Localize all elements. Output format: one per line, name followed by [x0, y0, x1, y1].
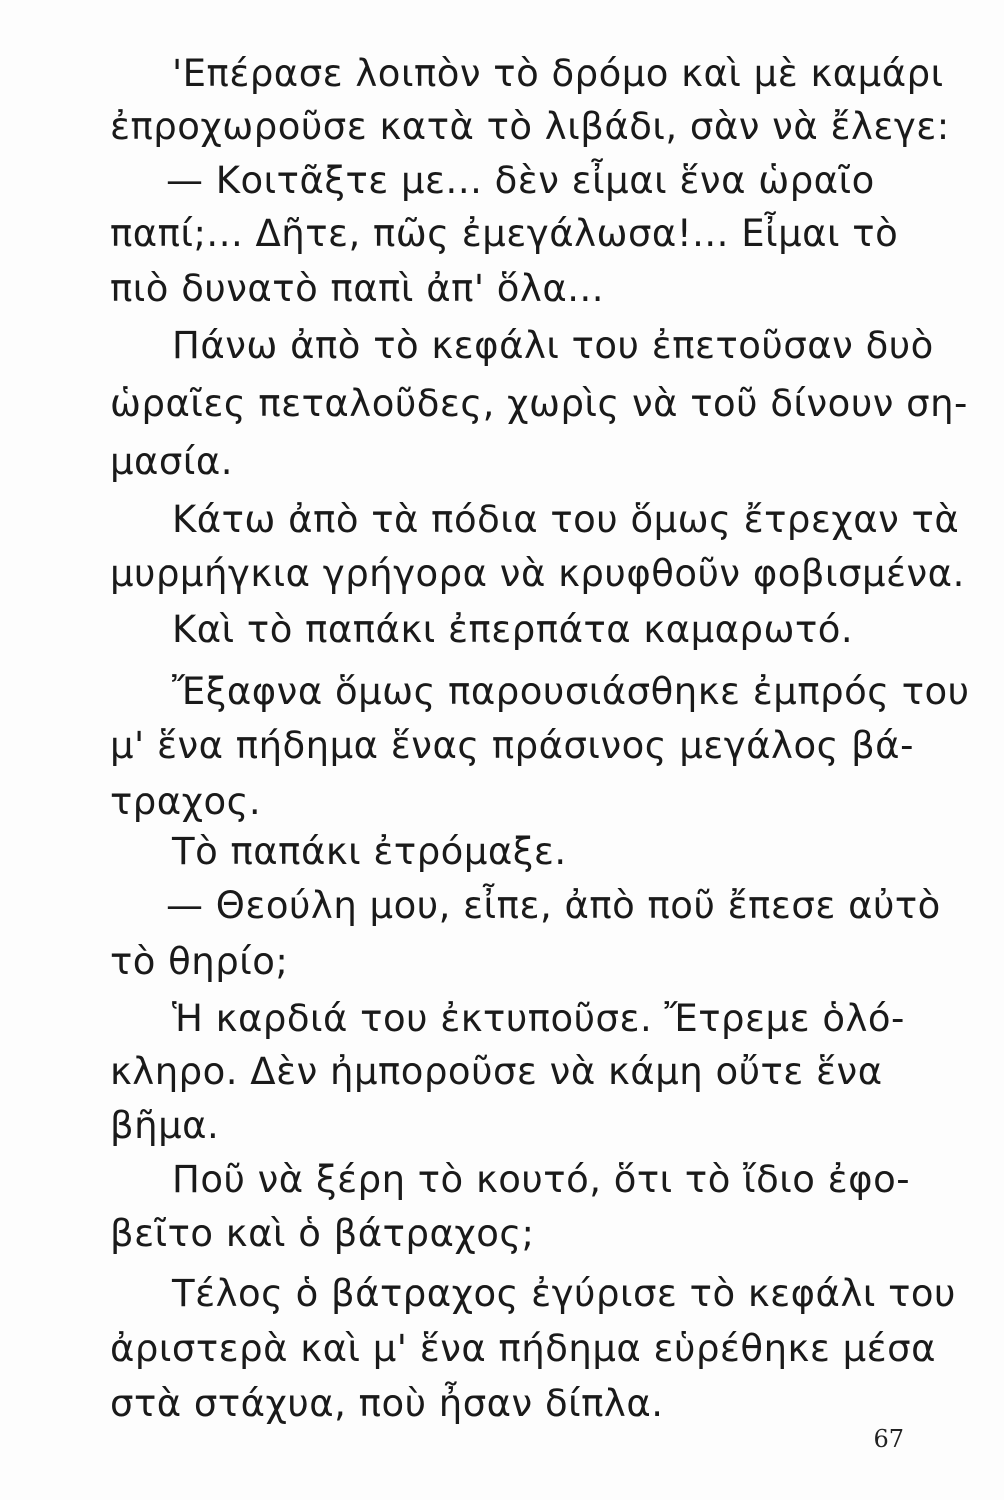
text-line: μασία.: [110, 440, 234, 483]
text-line: πιὸ δυνατὸ παπὶ ἀπ' ὅλα...: [110, 267, 604, 310]
text-line: Πάνω ἀπὸ τὸ κεφάλι του ἐπετοῦσαν δυὸ: [172, 324, 934, 367]
text-line: παπί;... Δῆτε, πῶς ἐμεγάλωσα!... Εἶμαι τὸ: [110, 212, 899, 255]
text-line: 'Επέρασε λοιπὸν τὸ δρόμο καὶ μὲ καμάρι: [172, 52, 944, 95]
text-line: κληρο. Δὲν ἠμποροῦσε νὰ κάμη οὔτε ἕνα: [110, 1050, 883, 1093]
text-line: τὸ θηρίο;: [110, 940, 289, 983]
text-line: ἐπροχωροῦσε κατὰ τὸ λιβάδι, σὰν νὰ ἔλεγε:: [110, 105, 950, 148]
text-line: Κάτω ἀπὸ τὰ πόδια του ὅμως ἔτρεχαν τὰ: [172, 498, 960, 541]
text-line: τραχος.: [110, 780, 262, 823]
text-line: ὡραῖες πεταλοῦδες, χωρὶς νὰ τοῦ δίνουν ση-: [110, 382, 968, 425]
text-line: μυρμήγκια γρήγορα νὰ κρυφθοῦν φοβισμένα.: [110, 552, 965, 595]
text-line: βῆμα.: [110, 1104, 220, 1147]
text-line: μ' ἕνα πήδημα ἕνας πράσινος μεγάλος βά-: [110, 724, 914, 767]
text-line: Τὸ παπάκι ἐτρόμαξε.: [172, 830, 567, 873]
text-line: Τέλος ὁ βάτραχος ἐγύρισε τὸ κεφάλι του: [172, 1272, 956, 1315]
text-line: ἀριστερὰ καὶ μ' ἕνα πήδημα εὑρέθηκε μέσα: [110, 1327, 936, 1370]
text-line: Ἔξαφνα ὅμως παρουσιάσθηκε ἐμπρός του: [172, 670, 970, 713]
page-number: 67: [873, 1425, 904, 1453]
text-line: — Κοιτᾶξτε με... δὲν εἶμαι ἕνα ὡραῖο: [166, 159, 875, 202]
text-line: βεῖτο καὶ ὁ βάτραχος;: [110, 1212, 535, 1255]
text-line: — Θεούλη μου, εἶπε, ἀπὸ ποῦ ἔπεσε αὐτὸ: [166, 884, 941, 927]
text-line: στὰ στάχυα, ποὺ ἦσαν δίπλα.: [110, 1382, 664, 1425]
text-line: Ποῦ νὰ ξέρη τὸ κουτό, ὅτι τὸ ἴδιο ἐφο-: [172, 1158, 911, 1201]
text-line: Ἡ καρδιά του ἐκτυποῦσε. Ἔτρεμε ὁλό-: [172, 997, 905, 1040]
text-line: Καὶ τὸ παπάκι ἐπερπάτα καμαρωτό.: [172, 608, 854, 651]
